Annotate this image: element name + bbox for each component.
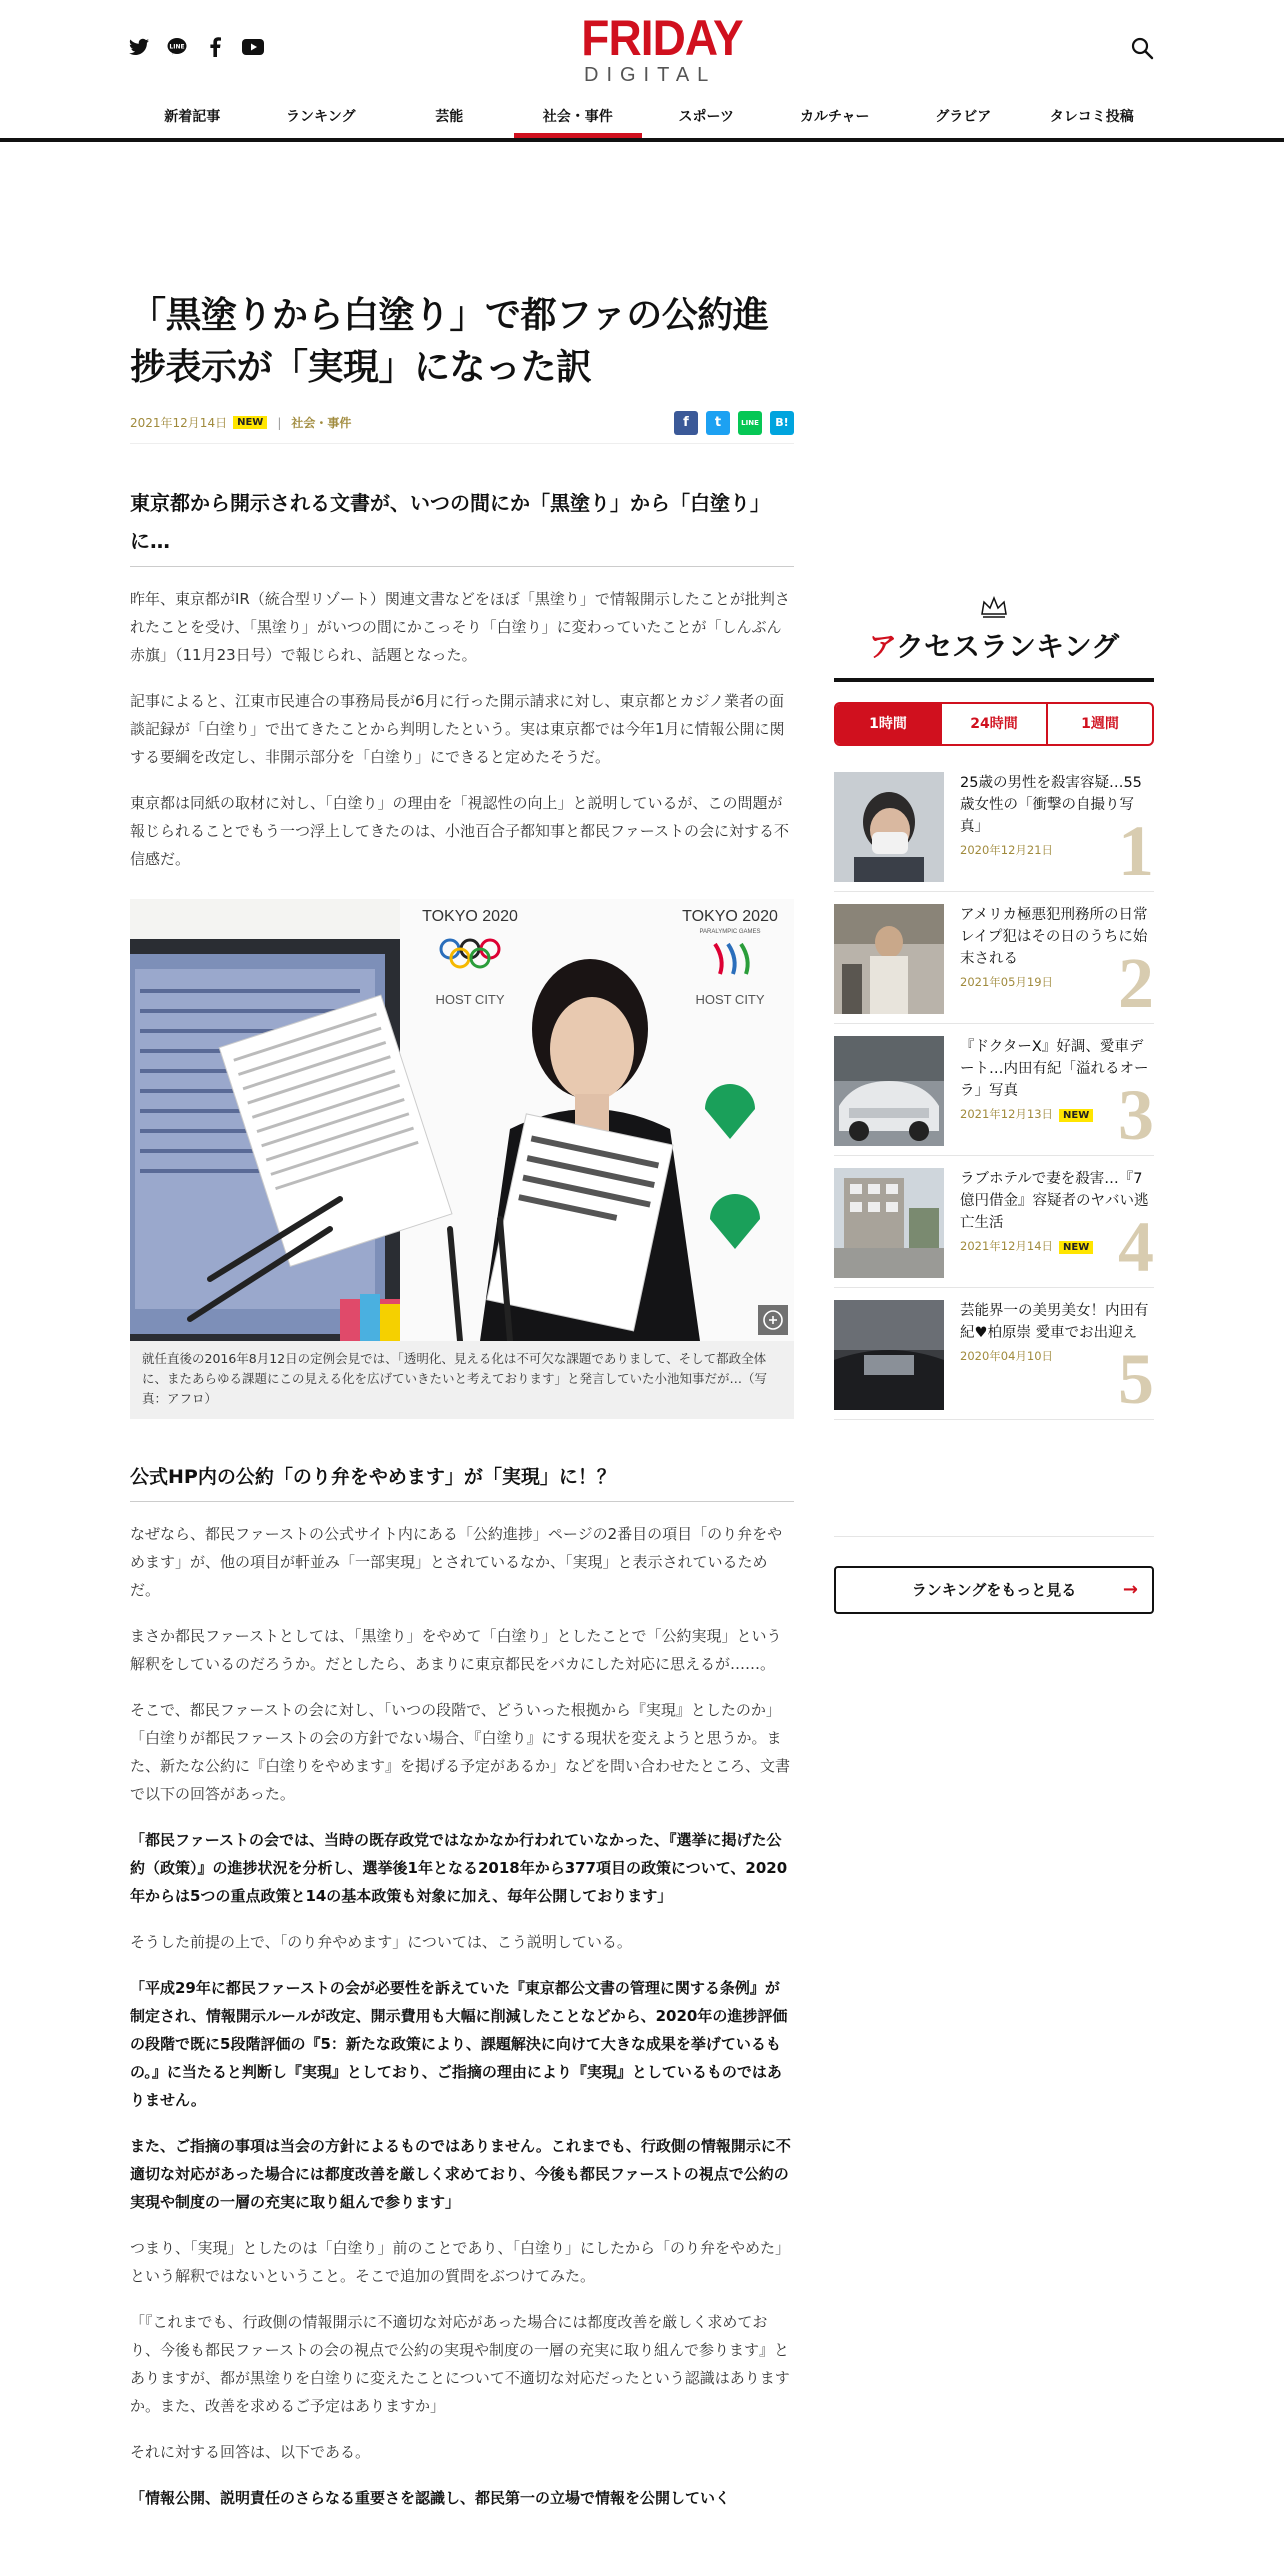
search-icon[interactable] [1130,36,1154,60]
logo-digital: DIGITAL [584,64,717,86]
photo-tokyo-left: TOKYO 2020 [422,908,518,925]
twitter-icon[interactable] [128,36,150,58]
new-badge: NEW [233,416,267,429]
nav-new-articles[interactable]: 新着記事 [164,109,221,125]
ranking-date-text: 2021年12月14日 [960,1239,1054,1253]
site-header [0,0,1284,142]
line-icon[interactable] [166,36,188,58]
article-date: 2021年12月14日 [130,416,228,430]
ranking-item[interactable] [834,1288,1154,1420]
ranking-item[interactable] [834,892,1154,1024]
paragraph-6: そこで、都民ファーストの会に対し、「いつの段階で、どういった根拠から『実現』としたのか」「白塗りが都民ファーストの会の方針でない場合、『白塗り』にする現状を変えようと思うか。また、新たな公約に『白塗りをやめます』を掲げる予定があるか」などを問い合わせたところ、文書で以下の回答があった。 [130,1701,791,1803]
article-category[interactable]: 社会・事件 [291,416,352,430]
svg-text:LINE: LINE [169,43,185,51]
paragraph-12: 「『これまでも、行政側の情報開示に不適切な対応があった場合には都度改善を厳しく求めており、今後も都民ファーストの会の視点で公約の実現や制度の一層の充実に取り組んで参ります』とありますが、都が黒塗りを白塗りに変えたことについて不適切な対応だったという認識はありますか。また、改善を求めるご予定はありますか」 [130,2313,790,2415]
ranking-number: 3 [1118,1075,1154,1155]
share-facebook-icon[interactable]: f [674,411,698,435]
paragraph-4: なぜなら、都民ファーストの公式サイト内にある「公約進捗」ページの2番目の項目「のり弁をやめます」が、他の項目が軒並み「一部実現」とされているなか、「実現」と表示されているためだ。 [130,1525,783,1599]
ranking-title [834,626,1154,682]
ranking-date-text: 2020年12月21日 [960,843,1054,857]
paragraph-13: それに対する回答は、以下である。 [130,2443,371,2461]
ranking-item[interactable] [834,1024,1154,1156]
crown-icon [834,596,1154,626]
paragraph-8: そうした前提の上で、「のり弁やめます」については、こう説明している。 [130,1933,632,1951]
ranking-item[interactable] [834,760,1154,892]
ranking-item-text: 『ドクターX』好調、愛車デート…内田有紀「溢れるオーラ」写真 [960,1039,1149,1099]
ranking-number: 2 [1118,943,1154,1023]
nav-society-incidents[interactable]: 社会・事件 [514,104,643,138]
nav-sports[interactable]: スポーツ [678,109,734,125]
meta-separator: | [277,415,282,430]
more-ranking-button[interactable] [834,1566,1154,1614]
ranking-thumbnail[interactable] [834,1168,944,1278]
ranking-title-rest: クセスランキング [896,630,1120,663]
ranking-list [834,760,1154,1420]
nav-entertainment[interactable]: 芸能 [435,109,464,125]
tab-24hours[interactable]: 24時間 [940,704,1046,744]
ranking-thumbnail[interactable] [834,772,944,882]
ranking-thumbnail[interactable] [834,1036,944,1146]
article-figure [130,899,794,1419]
ranking-thumbnail[interactable] [834,904,944,1014]
share-twitter-icon[interactable]: t [706,411,730,435]
paragraph-9: 「平成29年に都民ファーストの会が必要性を訴えていた『東京都公文書の管理に関する条例』が制定され、情報開示ルールが改定、開示費用も大幅に削減したことなどから、2020年の進捗評価の段階で既に5段階評価の『5：新たな政策により、課題解決に向けて大きな成果を挙げているもの。』に当たると判断し『実現』としており、ご指摘の理由により『実現』としているものではありません。 [130,1979,788,2109]
ranking-item-text: 芸能界一の美男美女！内田有紀♥柏原崇 愛車でお出迎え [960,1303,1149,1341]
new-badge: NEW [1059,1109,1093,1122]
ranking-title-accent: ア [868,630,896,663]
ranking-item-text: 25歳の男性を殺害容疑…55歳女性の「衝撃の自撮り写真」 [960,775,1142,835]
photo-host-city-left: HOST CITY [435,992,505,1007]
article-photo[interactable] [130,899,794,1341]
more-ranking-label: ランキングをもっと見る [911,1581,1077,1599]
ranking-date-text: 2020年04月10日 [960,1349,1054,1363]
share-hatena-icon[interactable]: B! [770,411,794,435]
article [130,290,794,2512]
photo-paralympic: PARALYMPIC GAMES [699,929,761,935]
paragraph-1: 昨年、東京都がIR（統合型リゾート）関連文書などをほぼ「黒塗り」で情報開示したことが批判されたことを受け、「黒塗り」がいつの間にかこっそり「白塗り」に変わっていたことが「しんぶん赤旗」（11月23日号）で報じられ、話題となった。 [130,590,790,664]
ranking-date-text: 2021年05月19日 [960,975,1054,989]
ranking-tabs [834,702,1154,746]
new-badge: NEW [1059,1241,1093,1254]
nav-culture[interactable]: カルチャー [799,109,870,125]
article-subhead: 東京都から開示される文書が、いつの間にか「黒塗り」から「白塗り」に… [130,484,794,567]
ranking-item-text: ラブホテルで妻を殺害…『7億円借金』容疑者のヤバい逃亡生活 [960,1171,1149,1231]
photo-host-city-right: HOST CITY [695,992,765,1007]
arrow-right-icon: → [1122,1579,1138,1600]
sidebar-divider [834,1536,1154,1537]
photo-tokyo-right: TOKYO 2020 [682,908,778,925]
article-meta [130,412,794,444]
share-line-icon[interactable]: LINE [738,411,762,435]
paragraph-7: 「都民ファーストの会では、当時の既存政党ではなかなか行われていなかった、『選挙に掲げた公約（政策）』の進捗状況を分析し、選挙後1年となる2018年から377項目の政策について、2020年からは5つの重点政策と14の基本政策も対象に加え、毎年公開しております」 [130,1831,788,1905]
share-buttons [674,411,794,435]
ranking-number: 5 [1118,1339,1154,1419]
paragraph-11: つまり、「実現」としたのは「白塗り」前のことであり、「白塗り」にしたから「のり弁をやめた」という解釈ではないということ。そこで追加の質問をぶつけてみた。 [130,2239,791,2285]
ranking-item-text: アメリカ極悪犯刑務所の日常 レイプ犯はその日のうちに始末される [960,907,1148,967]
nav-gravure[interactable]: グラビア [935,109,992,125]
nav-tip-submission[interactable]: タレコミ投稿 [1049,109,1134,125]
nav-ranking[interactable]: ランキング [285,109,356,125]
tab-1week[interactable]: 1週間 [1046,704,1152,744]
photo-caption: 就任直後の2016年8月12日の定例会見では、「透明化、見える化は不可欠な課題でありまして、そして都政全体に、またあらゆる課題にこの見える化を広げていきたいと考えております」と発言していた小池知事だが…（写真：アフロ） [130,1341,794,1419]
paragraph-5: まさか都民ファーストとしては、「黒塗り」をやめて「白塗り」としたことで「公約実現」という解釈をしているのだろうか。だとしたら、あまりに東京都民をバカにした対応に思えるが……。 [130,1627,782,1673]
section-heading: 公式HP内の公約「のり弁をやめます」が「実現」に！？ [130,1459,794,1502]
ranking-number: 1 [1118,811,1154,891]
paragraph-14: 「情報公開、説明責任のさらなる重要さを認識し、都民第一の立場で情報を公開していく [130,2489,731,2507]
main-nav [128,104,1156,138]
site-logo[interactable] [576,10,743,86]
tab-1hour[interactable]: 1時間 [836,704,940,744]
social-links [128,36,264,58]
youtube-icon[interactable] [242,36,264,58]
logo-friday: FRIDAY [581,10,743,66]
ranking-date-text: 2021年12月13日 [960,1107,1054,1121]
ranking-number: 4 [1118,1207,1154,1287]
article-title: 「黒塗りから白塗り」で都ファの公約進捗表示が「実現」になった訳 [130,295,769,388]
ranking-thumbnail[interactable] [834,1300,944,1410]
ranking-item[interactable] [834,1156,1154,1288]
facebook-icon[interactable] [204,36,226,58]
paragraph-3: 東京都は同紙の取材に対し、「白塗り」の理由を「視認性の向上」と説明しているが、この問題が報じられることでもう一つ浮上してきたのは、小池百合子都知事と都民ファーストの会に対する不信感だ。 [130,794,789,868]
paragraph-2: 記事によると、江東市民連合の事務局長が6月に行った開示請求に対し、東京都とカジノ業者の面談記録が「白塗り」で出てきたことから判明したという。実は東京都では今年1月に情報公開に関する要綱を改定し、非開示部分を「白塗り」にできると定めたそうだ。 [130,692,785,766]
paragraph-10: また、ご指摘の事項は当会の方針によるものではありません。これまでも、行政側の情報開示に不適切な対応があった場合には都度改善を厳しく求めており、今後も都民ファーストの視点で公約の実現や制度の一層の充実に取り組んで参ります」 [130,2137,791,2211]
access-ranking [834,596,1154,1420]
